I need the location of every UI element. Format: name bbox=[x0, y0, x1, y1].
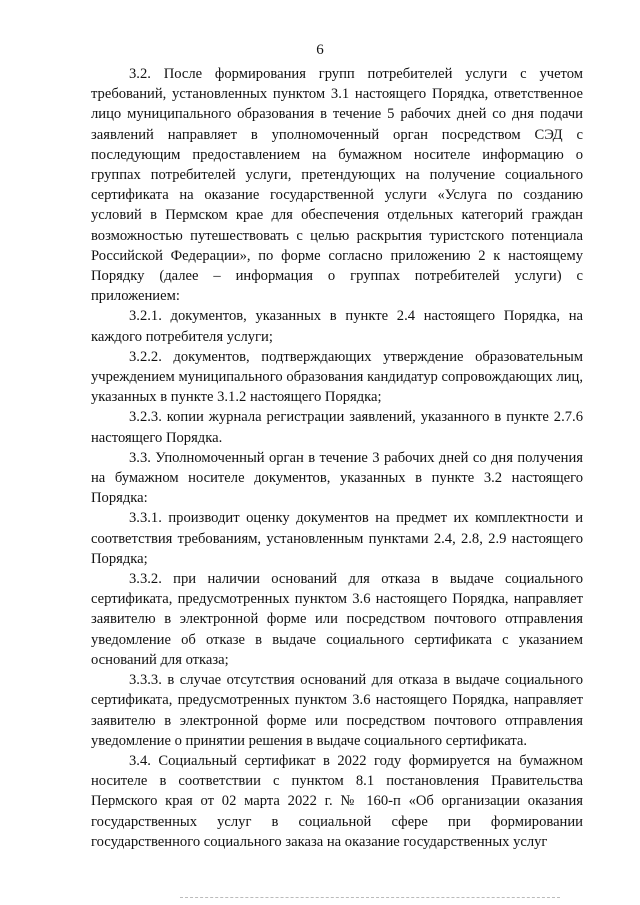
paragraph-3-2: 3.2. После формирования групп потребителей услуги с учетом требований, установленных пунктом 3.1 настоящего Порядка, ответственное лицо муниципального образования в течение 5 рабочих дней со дня подачи заявлений направляет в уполномоченный орган посредством СЭД с последующим предоставлением на бумажном носителе информацию о группах потребителей услуги, претендующих на получение социального сертификата на оказание государственной услуги «Услуга по созданию условий в Пермском крае для обеспечения отдельных категорий граждан возможностью путешествовать с целью раскрытия туристского потенциала Российской Федерации», по форме согласно приложению 2 к настоящему Порядку (далее – информация о группах потребителей услуги) с приложением: bbox=[91, 66, 583, 305]
paragraph-3-3-1: 3.3.1. производит оценку документов на предмет их комплектности и соответствия требованиям, установленным пунктами 2.4, 2.8, 2.9 настоящего Порядка; bbox=[91, 510, 583, 567]
document-body bbox=[91, 64, 583, 852]
paragraph-3-3-3: 3.3.3. в случае отсутствия оснований для отказа в выдаче социального сертификата, предусмотренных пунктом 3.6 настоящего Порядка, направляет заявителю в электронной форме или посредством почтового отправления уведомление о принятии решения в выдаче социального сертификата. bbox=[91, 672, 583, 749]
paragraph-3-2-2: 3.2.2. документов, подтверждающих утверждение образовательным учреждением муниципального образования кандидатур сопровождающих лиц, указанных в пункте 3.1.2 настоящего Порядка; bbox=[91, 348, 583, 406]
page-bottom-divider bbox=[180, 897, 560, 898]
paragraph-3-4: 3.4. Социальный сертификат в 2022 году формируется на бумажном носителе в соответствии с пунктом 8.1 постановления Правительства Пермского края от 02 марта 2022 г. № 160-п «Об организации оказания государственных услуг в социальной сфере при формировании государственного социального заказа на оказание государственных услуг bbox=[91, 752, 583, 850]
paragraph-3-2-1: 3.2.1. документов, указанных в пункте 2.4 настоящего Порядка, на каждого потребителя услуги; bbox=[91, 308, 583, 345]
page-number: 6 bbox=[316, 42, 324, 58]
paragraph-3-2-3: 3.2.3. копии журнала регистрации заявлений, указанного в пункте 2.7.6 настоящего Порядка. bbox=[91, 409, 583, 446]
paragraph-3-3-2: 3.3.2. при наличии оснований для отказа в выдаче социального сертификата, предусмотренных пунктом 3.6 настоящего Порядка, направляет заявителю в электронной форме или посредством почтового отправления уведомление об отказе в выдаче социального сертификата с указанием оснований для отказа; bbox=[91, 571, 583, 668]
paragraph-3-3: 3.3. Уполномоченный орган в течение 3 рабочих дней со дня получения на бумажном носителе документов, указанных в пункте 3.2 настоящего Порядка: bbox=[91, 449, 583, 507]
